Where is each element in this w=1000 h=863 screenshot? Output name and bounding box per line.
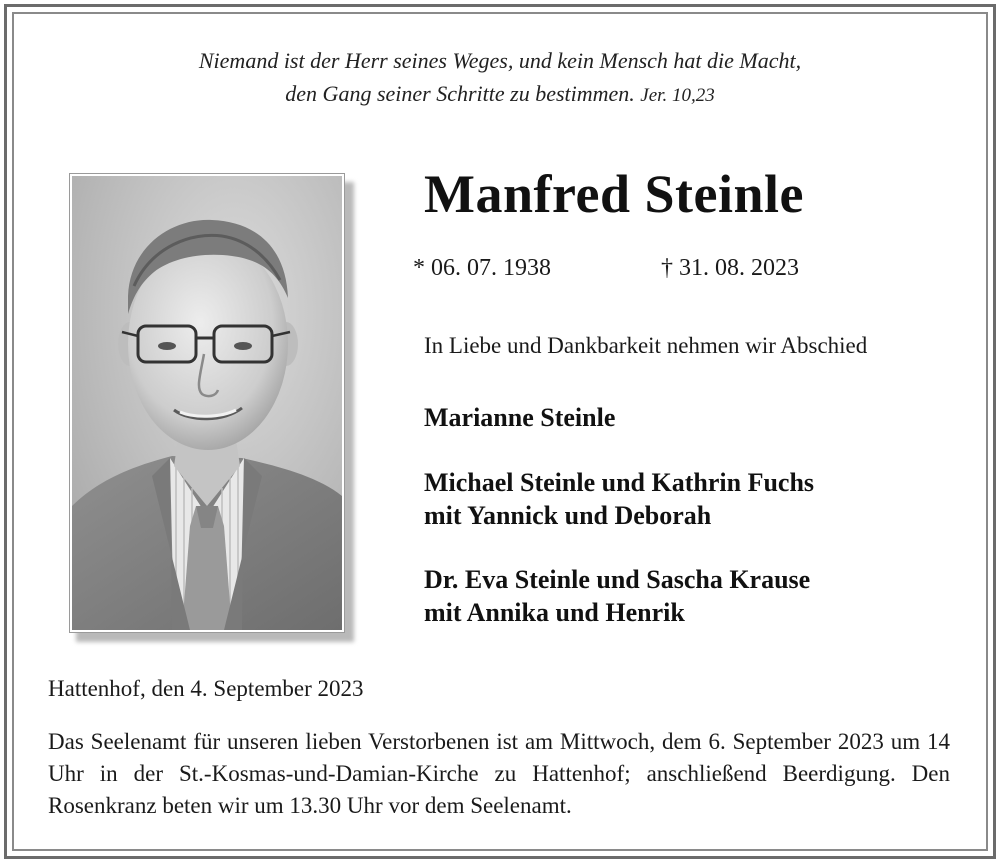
death-date-value: 31. 08. 2023	[679, 255, 799, 281]
portrait-illustration	[72, 176, 342, 630]
farewell-text: In Liebe und Dankbarkeit nehmen wir Abschied	[424, 333, 868, 358]
mourner-line: Marianne Steinle	[424, 403, 616, 432]
portrait-photo	[70, 174, 344, 632]
mourner-line: mit Yannick und Deborah	[424, 501, 712, 530]
quote-line-2-text: den Gang seiner Schritte zu bestimmen.	[285, 81, 635, 106]
quote-line-1: Niemand ist der Herr seines Weges, und kein Mensch hat die Macht,	[198, 48, 802, 73]
place-and-date: Hattenhof, den 4. September 2023	[48, 676, 364, 701]
mourner-entry	[424, 563, 810, 629]
death-symbol: †	[661, 255, 673, 281]
deceased-name: Manfred Steinle	[424, 164, 804, 224]
funeral-notice: Das Seelenamt für unseren lieben Verstorbenen ist am Mittwoch, dem 6. September 2023 um 14 Uhr in der St.-Kosmas-und-Damian-Kirche zu Hattenhof; anschließend Beerdigung. Den Rosenkranz beten wir um 13.30 Uhr vor dem Seelenamt.	[48, 729, 950, 818]
mourner-entry	[424, 466, 814, 532]
mourner-entry	[424, 401, 615, 434]
birth-date-value: 06. 07. 1938	[431, 255, 551, 281]
mourner-line: mit Annika und Henrik	[424, 598, 685, 627]
mourner-line: Dr. Eva Steinle und Sascha Krause	[424, 565, 811, 594]
mourner-line: Michael Steinle und Kathrin Fuchs	[424, 468, 815, 497]
birth-symbol: *	[413, 255, 425, 281]
bible-quote	[60, 44, 940, 112]
quote-line-2	[60, 77, 940, 112]
death-date	[661, 255, 799, 282]
quote-reference: Jer. 10,23	[640, 85, 715, 106]
birth-date	[413, 255, 551, 282]
